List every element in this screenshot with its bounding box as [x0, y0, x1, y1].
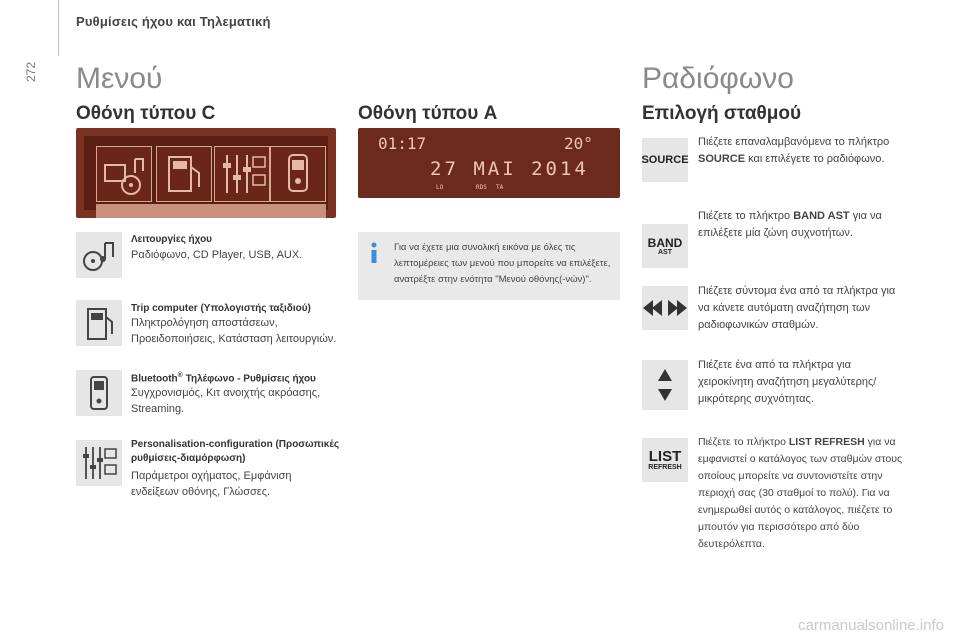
- fuel-pump-icon: [157, 147, 211, 201]
- source-button[interactable]: SOURCE: [642, 138, 688, 182]
- manual-tune-buttons[interactable]: [642, 360, 688, 410]
- auto-seek-instruction: Πιέζετε σύντομα ένα από τα πλήκτρα για να κάνετε αυτόματη αναζήτηση των ραδιοφωνικών σταθμών.: [698, 285, 896, 331]
- settings-tile: [214, 146, 270, 202]
- phone-tile: [270, 146, 326, 202]
- bluetooth-icon-box: [76, 370, 122, 416]
- audio-functions-text: Ραδιόφωνο, CD Player, USB, AUX.: [131, 249, 303, 261]
- band-ast-button[interactable]: BAND AST: [642, 224, 688, 268]
- page-number: 272: [24, 61, 38, 82]
- personalisation-text: Παράμετροι οχήματος, Εμφάνιση ενδείξεων οθόνης, Γλώσσες.: [131, 470, 292, 498]
- header-divider: [58, 0, 59, 56]
- audio-functions-icon-box: [76, 232, 122, 278]
- screen-c-title: Οθόνη τύπου C: [76, 103, 216, 124]
- menu-section-title: Μενού: [76, 62, 163, 95]
- seek-buttons[interactable]: [642, 286, 688, 330]
- source-instruction: Πιέζετε επαναλαμβανόμενα το πλήκτρο SOURCE και επιλέγετε το ραδιόφωνο.: [698, 136, 890, 165]
- arrow-down-icon: [658, 389, 672, 401]
- equalizer-icon: [215, 147, 269, 201]
- phone-icon: [271, 147, 325, 201]
- manual-seek-instruction: Πιέζετε ένα από τα πλήκτρα για χειροκίνητη αναζήτηση μεγαλύτερης/μικρότερης συχνότητας.: [698, 359, 877, 405]
- list-refresh-instruction: Πιέζετε το πλήκτρο LIST REFRESH για να εμφανιστεί ο κατάλογος των σταθμών στους οποίους μπορείτε να συντονιστείτε στην περιοχή σας (30 σταθμοί το πολύ). Για να ενημερωθεί αυτός ο κατάλογος, πιέζετε το μπουτόν για περισσότερο από δύο δευτερόλεπτα.: [698, 436, 903, 550]
- list-refresh-button[interactable]: LIST REFRESH: [642, 438, 688, 482]
- lcd-temperature: 20°: [564, 134, 593, 153]
- mobile-phone-icon: [79, 373, 119, 413]
- screen-a-lcd: [358, 128, 620, 198]
- radio-section-title: Ραδιόφωνο: [642, 62, 794, 95]
- watermark: carmanualsonline.info: [798, 617, 944, 634]
- lcd-time: 01:17: [378, 134, 427, 153]
- screen-a-title: Οθόνη τύπου A: [358, 103, 498, 124]
- audio-icon: [97, 147, 151, 201]
- arrow-up-icon: [658, 369, 672, 381]
- lcd-date: 27 MAI 2014: [430, 158, 589, 180]
- personalisation-title: Personalisation-configuration (Προσωπικές ρυθμίσεις-διαμόρφωση): [131, 439, 340, 464]
- band-instruction: Πιέζετε το πλήκτρο BAND AST για να επιλέξετε μία ζώνη συχνοτήτων.: [698, 210, 882, 239]
- station-selection-title: Επιλογή σταθμού: [642, 103, 802, 124]
- info-icon: [368, 242, 380, 264]
- bluetooth-text: Συγχρονισμός, Κιτ ανοιχτής ακρόασης, Streaming.: [131, 387, 321, 415]
- screen-c-image: [76, 128, 336, 218]
- fuel-pump-icon: [79, 303, 119, 343]
- trip-computer-text: Πληκτρολόγηση αποστάσεων, Προειδοποιήσεις, Κατάσταση λειτουργιών.: [131, 317, 337, 345]
- music-note-icon: [79, 235, 119, 275]
- equalizer-icon: [79, 443, 119, 483]
- info-note-text: Για να έχετε μια συνολική εικόνα με όλες τις λεπτομέρειες των μενού που μπορείτε να επιλέξετε, ανατρέξτε στην ενότητα "Μενού οθόνης(-νών)".: [394, 242, 611, 285]
- selection-bar: [96, 204, 326, 218]
- personalisation-icon-box: [76, 440, 122, 486]
- lcd-lo: LO: [436, 184, 444, 191]
- trip-computer-title: Trip computer (Υπολογιστής ταξιδιού): [131, 303, 311, 314]
- audio-tile: [96, 146, 152, 202]
- page-header: Ρυθμίσεις ήχου και Τηλεματική: [76, 14, 271, 29]
- audio-functions-title: Λειτουργίες ήχου: [131, 234, 212, 245]
- info-note: [358, 232, 620, 300]
- trip-computer-icon-box: [76, 300, 122, 346]
- bluetooth-title: Bluetooth® Τηλέφωνο - Ρυθμίσεις ήχου: [131, 372, 316, 385]
- lcd-rds: RDS: [476, 184, 487, 191]
- lcd-ta: TA: [496, 184, 504, 191]
- seek-arrows-icon: [643, 300, 687, 316]
- trip-tile: [156, 146, 212, 202]
